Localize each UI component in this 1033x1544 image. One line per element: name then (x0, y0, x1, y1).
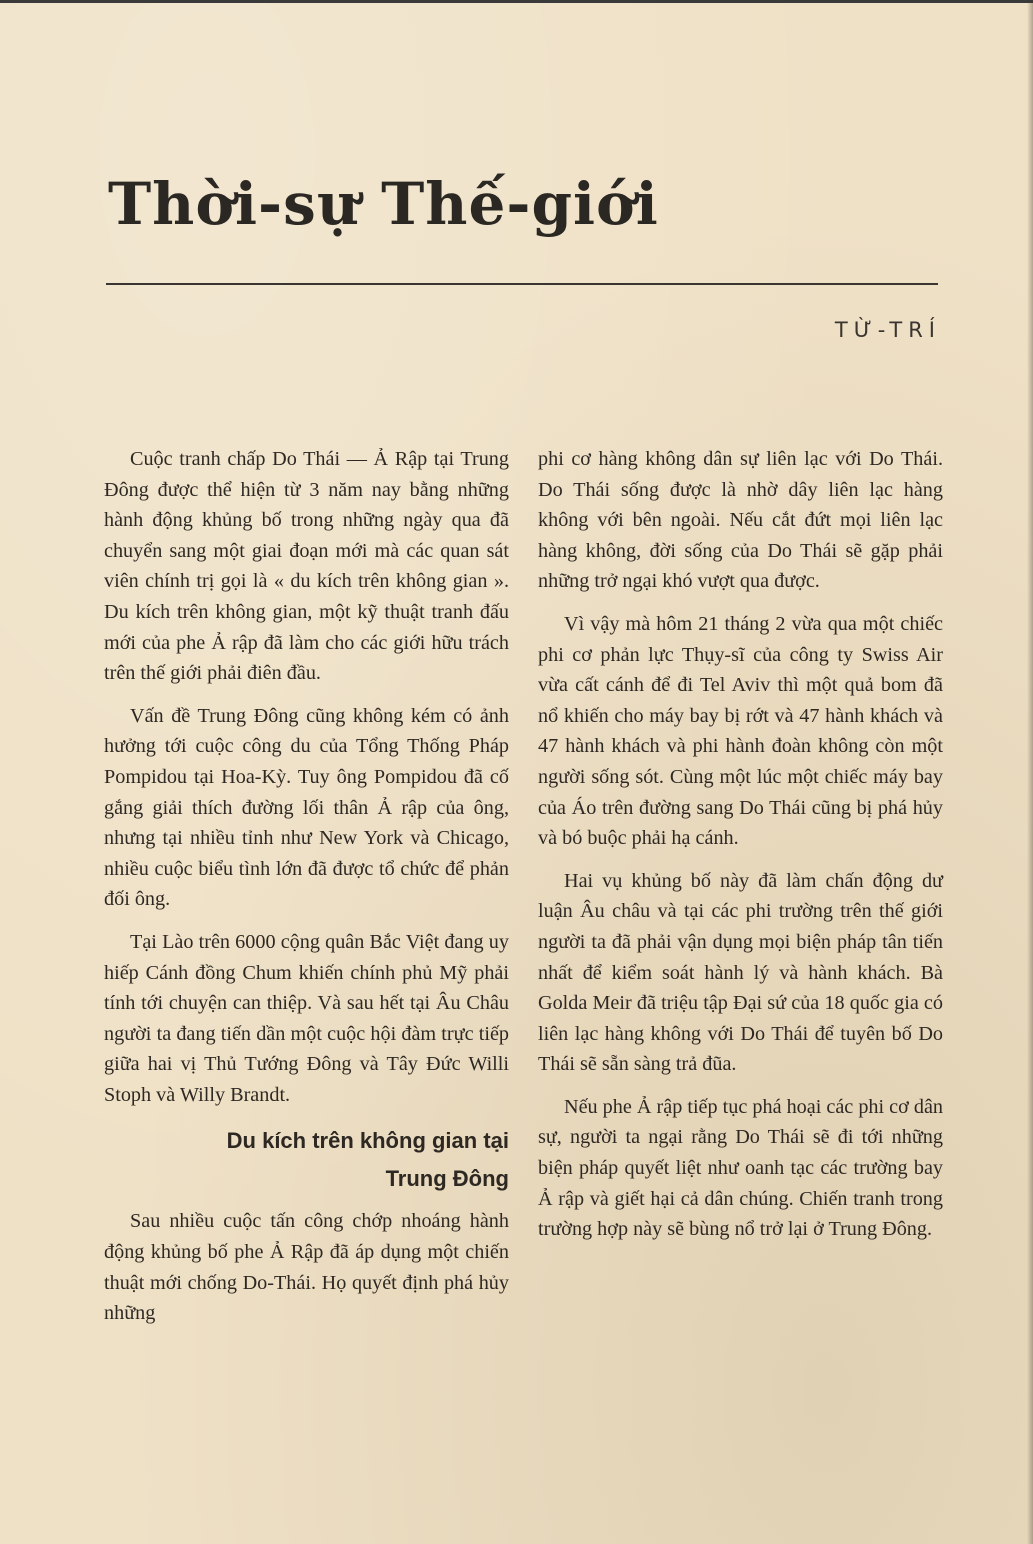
right-column (538, 444, 943, 1257)
page-title: Thời-sự Thế-giới (108, 170, 659, 238)
paragraph: Sau nhiều cuộc tấn công chớp nhoáng hành động khủng bố phe Ả Rập đã áp dụng một chiến thuật mới chống Do-Thái. Họ quyết định phá hủy những (104, 1210, 509, 1325)
paragraph: Nếu phe Ả rập tiếp tục phá hoại các phi cơ dân sự, người ta ngại rằng Do Thái sẽ đi tới những biện pháp quyết liệt như oanh tạc các trường bay Ả rập và giết hại cả dân chúng. Chiến tranh trong trường hợp này sẽ bùng nổ trở lại ở Trung Đông. (538, 1095, 943, 1241)
paragraph: Hai vụ khủng bố này đã làm chấn động dư luận Âu châu và tại các phi trường trên thế giới người ta đã phải vận dụng mọi biện pháp tân tiến nhất để kiểm soát hành lý và hành khách. Bà Golda Meir đã triệu tập Đại sứ của 18 quốc gia có liên lạc hàng không với Do Thái để tuyên bố Do Thái sẽ sẵn sàng trả đũa. (538, 869, 943, 1076)
title-divider (106, 283, 938, 285)
paragraph: Tại Lào trên 6000 cộng quân Bắc Việt đang uy hiếp Cánh đồng Chum khiến chính phủ Mỹ phải tính tới chuyện can thiệp. Và sau hết tại Âu Châu người ta đang tiến dần một cuộc hội đàm trực tiếp giữa hai vị Thủ Tướng Đông và Tây Đức Willi Stoph và Willy Brandt. (104, 930, 509, 1106)
paragraph: Cuộc tranh chấp Do Thái — Ả Rập tại Trung Đông được thể hiện từ 3 năm nay bằng những hành động khủng bố trong những ngày qua đã chuyển sang một giai đoạn mới mà các quan sát viên chính trị gọi là « du kích trên không gian ». Du kích trên không gian, một kỹ thuật tranh đấu mới của phe Ả rập đã làm cho các giới hữu trách trên thế giới phải điên đầu. (104, 448, 509, 685)
page-right-edge (1027, 0, 1033, 1544)
section-subheading: Du kích trên không gian tại Trung Đông (226, 1128, 509, 1192)
paragraph: Vì vậy mà hôm 21 tháng 2 vừa qua một chiếc phi cơ phản lực Thụy-sĩ của công ty Swiss Air vừa cất cánh để đi Tel Aviv thì một quả bom đã nổ khiến cho máy bay bị rớt và 47 hành khách và 47 hành khách và phi hành đoàn không còn một người sống sót. Cùng một lúc một chiếc máy bay của Áo trên đường sang Do Thái cũng bị phá hủy và bó buộc phải hạ cánh. (538, 612, 943, 850)
paragraph-continuation: phi cơ hàng không dân sự liên lạc với Do Thái. Do Thái sống được là nhờ dây liên lạc hàng không với bên ngoài. Nếu cắt đứt mọi liên lạc hàng không, đời sống của Do Thái sẽ gặp phải những trở ngại khó vượt qua được. (538, 448, 943, 593)
author-byline: TỪ-TRÍ (834, 318, 941, 342)
page-top-edge (0, 0, 1033, 3)
left-column (104, 444, 509, 1341)
paragraph: Vấn đề Trung Đông cũng không kém có ảnh hưởng tới cuộc công du của Tổng Thống Pháp Pompidou tại Hoa-Kỳ. Tuy ông Pompidou đã cố gắng giải thích đường lối thân Ả rập của ông, nhưng tại nhiều tỉnh như New York và Chicago, nhiều cuộc biểu tình lớn đã được tổ chức để phản đối ông. (104, 704, 509, 911)
